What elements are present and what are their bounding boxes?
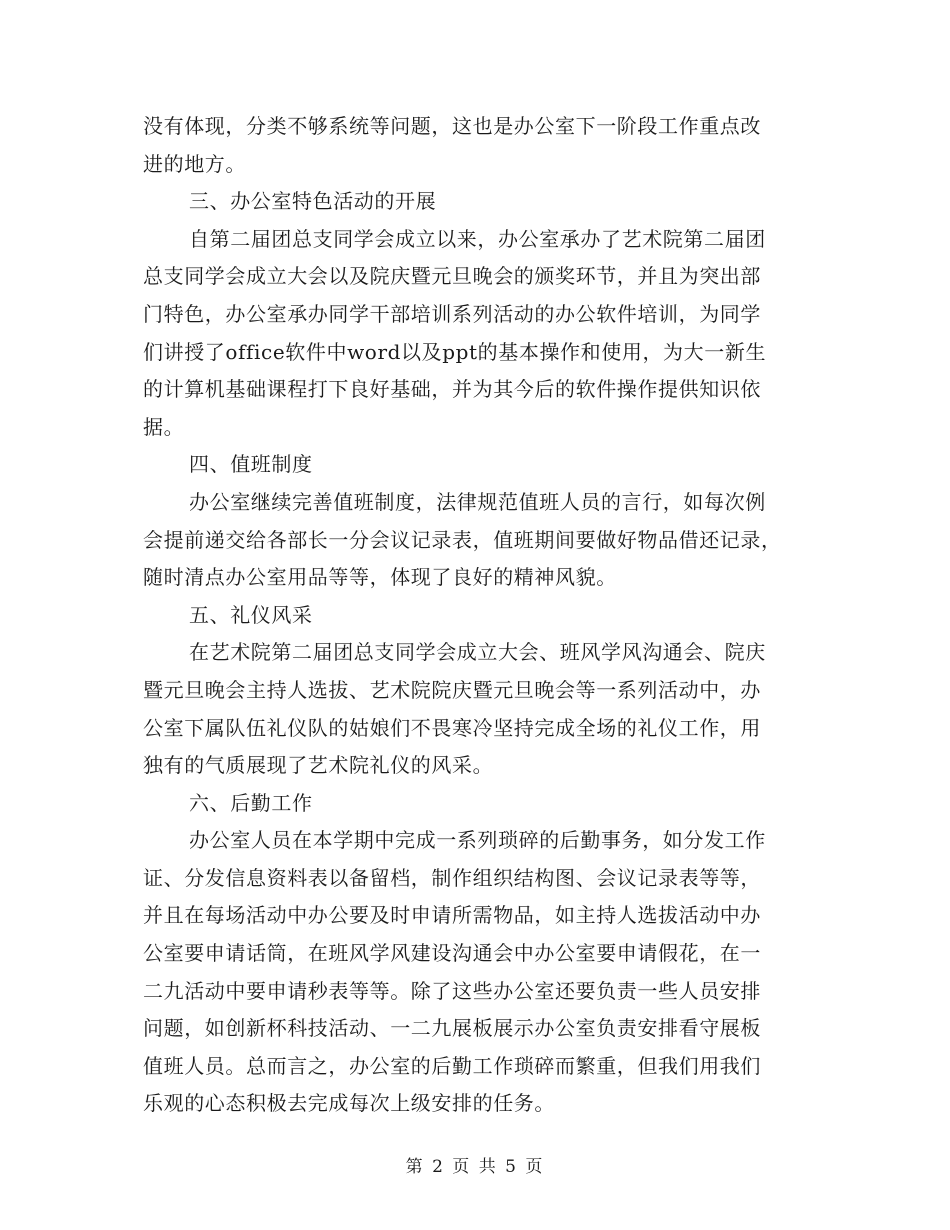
text-line: 自第二届团总支同学会成立以来，办公室承办了艺术院第二届团	[189, 226, 766, 251]
text-line: 据。	[143, 414, 185, 439]
text-line: 四、值班制度	[189, 452, 313, 477]
text-line: 门特色，办公室承办同学干部培训系列活动的办公软件培训，为同学	[143, 301, 761, 326]
text-line: 公室下属队伍礼仪队的姑娘们不畏寒冷坚持完成全场的礼仪工作，用	[143, 715, 761, 740]
text-line: 的计算机基础课程打下良好基础，并为其今后的软件操作提供知识依	[143, 377, 761, 402]
text-line: 公室要申请话筒，在班风学风建设沟通会中办公室要申请假花，在一	[143, 941, 761, 966]
text-line: 证、分发信息资料表以备留档，制作组织结构图、会议记录表等等，	[143, 865, 761, 890]
text-line: 独有的气质展现了艺术院礼仪的风采。	[143, 753, 494, 778]
text-line: 问题，如创新杯科技活动、一二九展板展示办公室负责安排看守展板	[143, 1016, 761, 1041]
text-line: 总支同学会成立大会以及院庆暨元旦晚会的颁奖环节，并且为突出部	[143, 264, 761, 289]
page-footer: 第 2 页 共 5 页	[405, 1157, 545, 1177]
document-body	[143, 108, 807, 1123]
text-line: 二九活动中要申请秒表等等。除了这些办公室还要负责一些人员安排	[143, 978, 761, 1003]
text-line: 三、办公室特色活动的开展	[189, 189, 437, 214]
text-line: 进的地方。	[143, 151, 246, 176]
text-line: 办公室继续完善值班制度，法律规范值班人员的言行，如每次例	[189, 489, 766, 514]
text-line: 没有体现，分类不够系统等问题，这也是办公室下一阶段工作重点改	[143, 114, 761, 138]
text-line: 乐观的心态积极去完成每次上级安排的任务。	[143, 1091, 555, 1116]
text-line: 并且在每场活动中办公要及时申请所需物品，如主持人选拔活动中办	[143, 903, 761, 928]
text-line: 五、礼仪风采	[189, 602, 313, 627]
text-line: 六、后勤工作	[189, 790, 313, 815]
text-line: 值班人员。总而言之，办公室的后勤工作琐碎而繁重，但我们用我们	[143, 1053, 761, 1078]
text-line: 们讲授了office软件中word以及ppt的基本操作和使用，为大一新生	[143, 339, 767, 364]
text-line: 会提前递交给各部长一分会议记录表，值班期间要做好物品借还记录，	[143, 527, 782, 552]
text-line: 在艺术院第二届团总支同学会成立大会、班风学风沟通会、院庆	[189, 640, 766, 665]
text-line: 随时清点办公室用品等等，体现了良好的精神风貌。	[143, 565, 617, 590]
text-line: 暨元旦晚会主持人选拔、艺术院院庆暨元旦晚会等一系列活动中，办	[143, 677, 761, 702]
text-line: 办公室人员在本学期中完成一系列琐碎的后勤事务，如分发工作	[189, 828, 766, 853]
